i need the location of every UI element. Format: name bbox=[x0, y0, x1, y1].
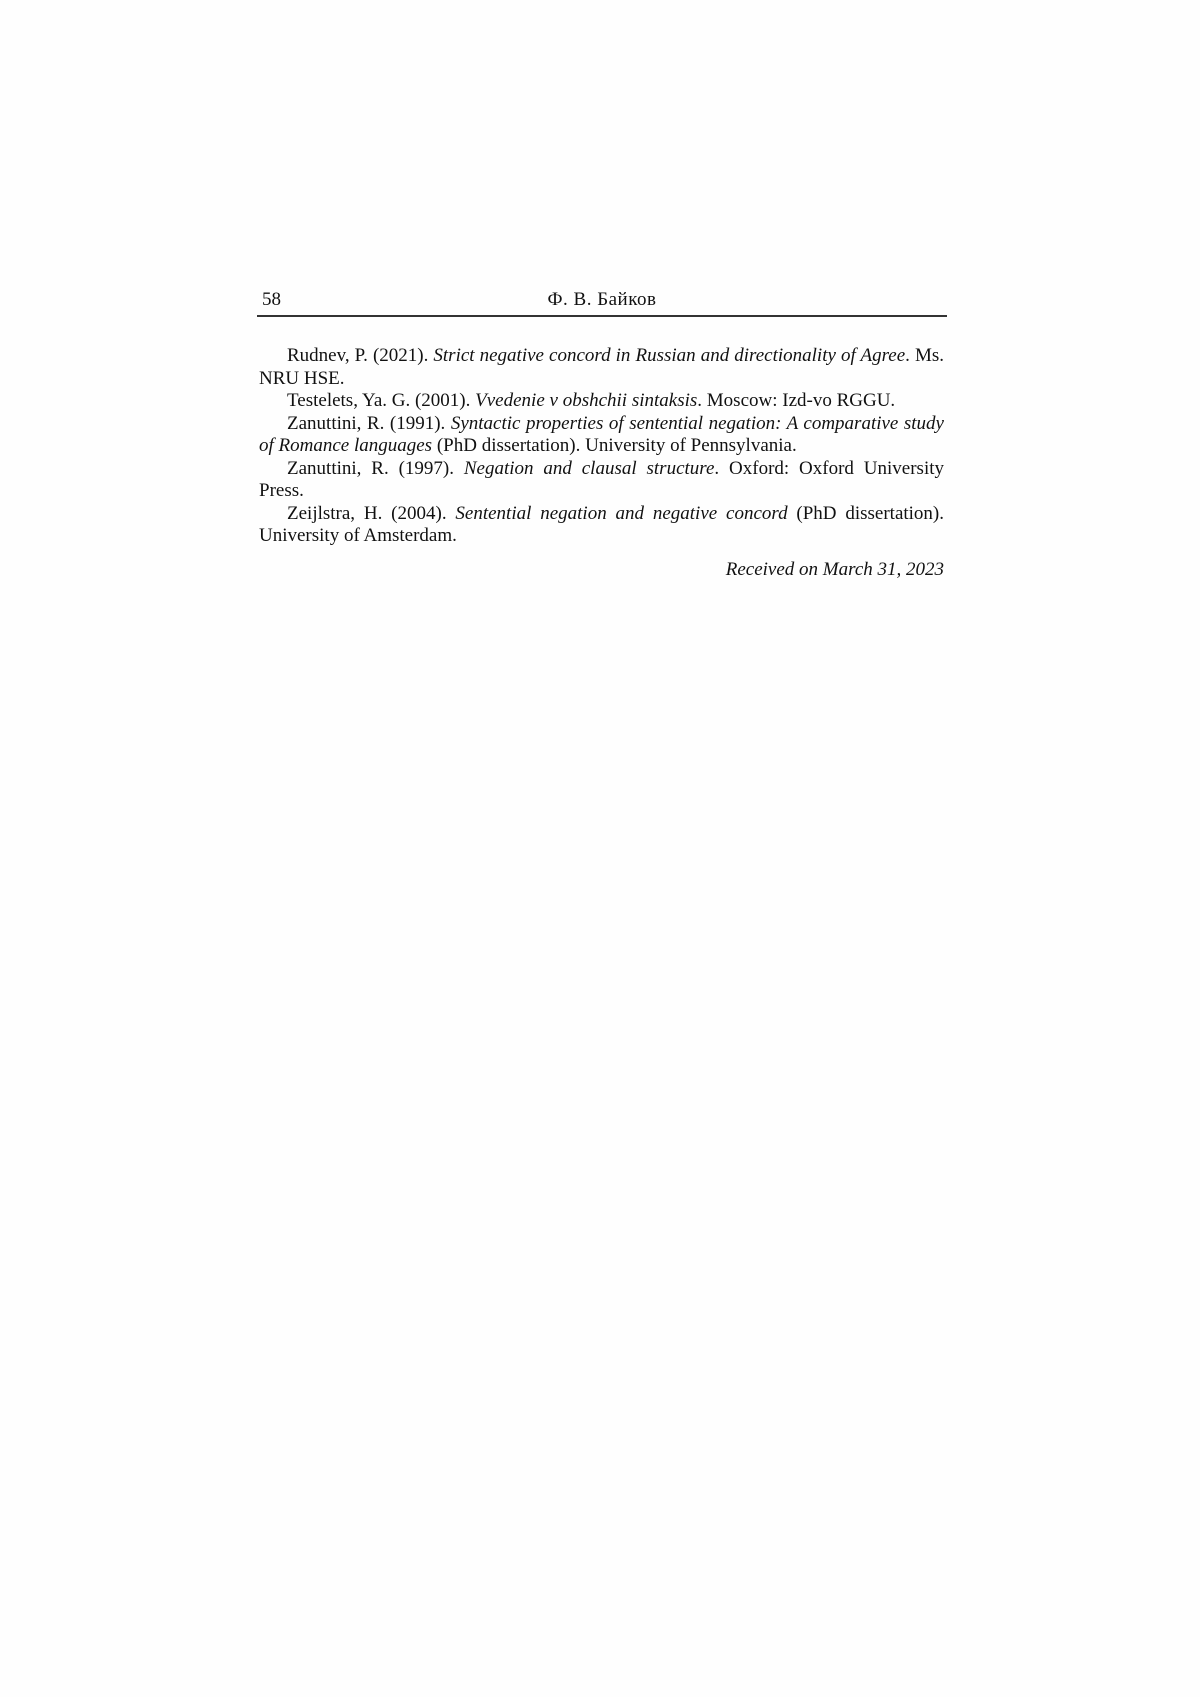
received-date: Received on March 31, 2023 bbox=[725, 558, 944, 580]
reference-details: . Ms. NRU HSE. bbox=[259, 345, 944, 389]
reference-item bbox=[259, 503, 944, 548]
running-header bbox=[257, 283, 947, 317]
page-content bbox=[257, 283, 947, 581]
reference-item bbox=[259, 390, 944, 413]
reference-authors: Zanuttini, R. (1991). bbox=[287, 412, 451, 434]
reference-authors: Zanuttini, R. (1997). bbox=[287, 457, 464, 479]
reference-title: Syntactic properties of sentential negation: A comparative study of Romance languages bbox=[259, 412, 944, 456]
reference-details: . Oxford: Oxford University Press. bbox=[259, 457, 945, 501]
reference-authors: Zeijlstra, H. (2004). bbox=[287, 502, 456, 524]
reference-details: . Moscow: Izd-vo RGGU. bbox=[697, 390, 896, 411]
page-number: 58 bbox=[262, 289, 281, 310]
reference-authors: Rudnev, P. (2021). bbox=[287, 345, 434, 366]
reference-title: Vvedenie v obshchii sintaksis bbox=[475, 390, 698, 411]
reference-item bbox=[259, 413, 944, 458]
reference-title: Strict negative concord in Russian and directionality of Agree bbox=[433, 345, 906, 366]
reference-list bbox=[257, 345, 947, 548]
reference-authors: Testelets, Ya. G. (2001). bbox=[287, 390, 476, 411]
reference-title: Negation and clausal structure bbox=[463, 457, 715, 479]
reference-details: (PhD dissertation). University of Amsterdam. bbox=[259, 502, 945, 546]
running-title: Ф. В. Байков bbox=[547, 289, 657, 310]
reference-title: Sentential negation and negative concord bbox=[455, 502, 788, 524]
reference-item bbox=[259, 458, 944, 503]
reference-details: (PhD dissertation). University of Pennsylvania. bbox=[432, 435, 797, 456]
reference-item bbox=[259, 345, 944, 390]
